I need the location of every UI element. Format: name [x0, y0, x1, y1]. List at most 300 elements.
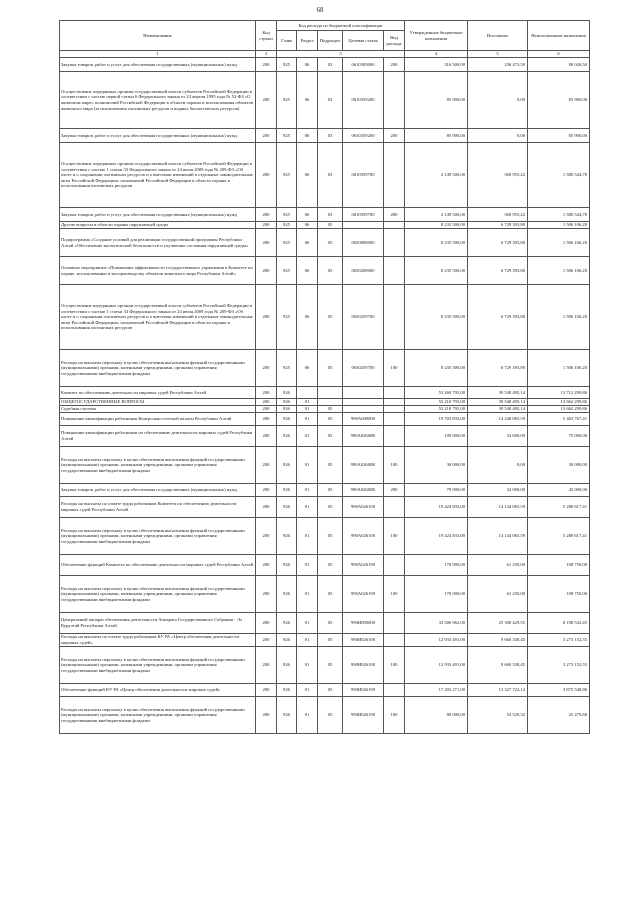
row-approved: 53 210 795,00 [405, 406, 468, 413]
row-expense-type: 200 [384, 129, 405, 143]
header-target: Целевая статья [343, 31, 384, 51]
row-section: 01 [297, 647, 318, 684]
row-target: 990И026100 [343, 647, 384, 684]
row-executed: 39 548 495,14 [468, 406, 528, 413]
row-approved: 109 000,00 [405, 426, 468, 447]
column-number: 2 [256, 51, 277, 58]
table-row [60, 413, 590, 426]
row-line-code: 200 [256, 426, 277, 447]
row-chapter: 926 [277, 613, 297, 634]
row-subsection: 05 [318, 684, 343, 697]
row-subsection: 03 [318, 129, 343, 143]
row-approved: 170 000,00 [405, 576, 468, 613]
row-executed: 61 250,00 [468, 555, 528, 576]
row-subsection: 05 [318, 426, 343, 447]
row-approved: 85 900,00 [405, 129, 468, 143]
row-target: 0610359700 [343, 143, 384, 208]
row-name: Повышение квалификации работников Контрольно-счетной палаты Республики Алтай [60, 413, 256, 426]
row-name: Комитет по обеспечению деятельности мировых судей Республики Алтай [60, 387, 256, 399]
header-unexecuted: Неисполненные назначения [528, 21, 590, 51]
row-unexecuted: 108 750,00 [528, 576, 590, 613]
row-executed: 0,00 [468, 72, 528, 129]
row-line-code: 200 [256, 406, 277, 413]
table-row [60, 447, 590, 484]
row-expense-type [384, 143, 405, 208]
row-subsection [318, 387, 343, 399]
row-name: Осуществление переданных органам государственной власти субъектов Российской Федерации в соответствии с частью первой статьи 6 Федерального закона от 24 апреля 1995 года № 52-ФЗ «О животном мире» полномочий Российской Федерации в области охраны и использования объектов животного мира (за исключением охотничьих ресурсов и водных биологических ресурсов) [60, 72, 256, 129]
table-row [60, 350, 590, 387]
row-subsection: 05 [318, 222, 343, 229]
row-subsection: 05 [318, 484, 343, 497]
header-chapter: Глава [277, 31, 297, 51]
row-executed: 39 548 495,14 [468, 399, 528, 406]
row-name: Обеспечение функций Комитета по обеспечению деятельности мировых судей Республики Алтай [60, 555, 256, 576]
row-target: 990А02600К [343, 484, 384, 497]
row-line-code: 200 [256, 208, 277, 222]
row-name: Судебная система [60, 406, 256, 413]
row-section: 06 [297, 285, 318, 350]
row-subsection: 05 [318, 634, 343, 647]
row-subsection: 03 [318, 143, 343, 208]
row-section: 01 [297, 413, 318, 426]
row-section: 01 [297, 684, 318, 697]
table-row [60, 697, 590, 734]
row-line-code: 200 [256, 613, 277, 634]
row-chapter: 926 [277, 684, 297, 697]
row-section: 06 [297, 350, 318, 387]
row-executed: 6 729 393,80 [468, 350, 528, 387]
row-target: 990И026190 [343, 697, 384, 734]
row-chapter: 925 [277, 208, 297, 222]
row-section: 06 [297, 257, 318, 285]
row-section: 01 [297, 426, 318, 447]
table-row [60, 222, 590, 229]
row-target: 990И000000 [343, 613, 384, 634]
row-expense-type [384, 613, 405, 634]
row-chapter: 926 [277, 634, 297, 647]
row-expense-type [384, 684, 405, 697]
row-line-code: 200 [256, 222, 277, 229]
row-subsection: 05 [318, 647, 343, 684]
row-unexecuted: 1 506 106,20 [528, 285, 590, 350]
row-line-code: 200 [256, 72, 277, 129]
row-approved: 30 000,00 [405, 447, 468, 484]
row-unexecuted: 75 000,00 [528, 426, 590, 447]
row-subsection: 05 [318, 350, 343, 387]
row-name: Закупка товаров, работ и услуг для обеспечения государственных (муниципальных) нужд [60, 58, 256, 72]
row-chapter: 925 [277, 350, 297, 387]
row-unexecuted: 1 506 106,20 [528, 222, 590, 229]
row-approved: 33 506 962,00 [405, 613, 468, 634]
table-row [60, 229, 590, 257]
row-chapter: 925 [277, 285, 297, 350]
row-target [343, 222, 384, 229]
row-target: 990А026100 [343, 497, 384, 518]
row-section: 06 [297, 129, 318, 143]
row-section: 06 [297, 72, 318, 129]
row-subsection: 05 [318, 613, 343, 634]
row-chapter: 926 [277, 576, 297, 613]
row-unexecuted: 13 662 299,86 [528, 406, 590, 413]
row-line-code: 200 [256, 497, 277, 518]
table-row [60, 399, 590, 406]
row-section: 01 [297, 555, 318, 576]
row-approved: 17 203 271,00 [405, 684, 468, 697]
row-expense-type [384, 387, 405, 399]
row-executed: 9 660 338,45 [468, 634, 528, 647]
row-target: 0650000000 [343, 229, 384, 257]
row-executed: 34 000,00 [468, 426, 528, 447]
row-chapter: 926 [277, 406, 297, 413]
row-approved: 19 424 833,00 [405, 518, 468, 555]
row-expense-type: 100 [384, 350, 405, 387]
row-approved: 12 933 491,00 [405, 634, 468, 647]
row-subsection [318, 399, 343, 406]
row-expense-type [384, 229, 405, 257]
row-target: 990И026100 [343, 634, 384, 647]
row-name: Расходы на выплаты персоналу в целях обеспечения выполнения функций государственными (муниципальными) органами, казенными учреждениями, органами управления государственными внебюджетными фондами [60, 447, 256, 484]
row-unexecuted: 3 273 152,55 [528, 647, 590, 684]
row-executed: 14 144 065,59 [468, 518, 528, 555]
row-approved: 53 260 795,00 [405, 387, 468, 399]
row-unexecuted: 13 712 299,86 [528, 387, 590, 399]
row-chapter: 926 [277, 399, 297, 406]
row-unexecuted: 85 900,00 [528, 72, 590, 129]
row-approved: 79 000,00 [405, 484, 468, 497]
row-line-code: 200 [256, 399, 277, 406]
row-unexecuted: 5 463 767,41 [528, 413, 590, 426]
row-line-code: 200 [256, 413, 277, 426]
row-line-code: 200 [256, 447, 277, 484]
row-executed: 6 729 393,80 [468, 285, 528, 350]
page-number: 68 [316, 6, 324, 14]
row-target: 0610303000 [343, 58, 384, 72]
table-row [60, 426, 590, 447]
row-line-code: 200 [256, 229, 277, 257]
row-expense-type [384, 257, 405, 285]
row-approved: 80 000,00 [405, 697, 468, 734]
row-subsection: 05 [318, 406, 343, 413]
row-line-code: 200 [256, 143, 277, 208]
row-name: Подпрограмма «Создание условий для реализации государственной программы Республики Алтай «Обеспечение экологической безопасности и улучшение состояния окружающей среды» [60, 229, 256, 257]
row-name: Расходы на выплаты персоналу в целях обеспечения выполнения функций государственными (муниципальными) органами, казенными учреждениями, органами управления государственными внебюджетными фондами [60, 697, 256, 734]
row-unexecuted: 5 280 617,41 [528, 518, 590, 555]
row-subsection: 03 [318, 72, 343, 129]
row-approved: 53 210 795,00 [405, 399, 468, 406]
row-executed: 6 729 393,80 [468, 257, 528, 285]
row-line-code: 200 [256, 518, 277, 555]
row-subsection: 05 [318, 229, 343, 257]
row-target: 0650200000 [343, 257, 384, 285]
table-row [60, 72, 590, 129]
row-line-code: 200 [256, 634, 277, 647]
row-target: 0650259700 [343, 285, 384, 350]
table-row [60, 387, 590, 399]
column-number: 5 [468, 51, 528, 58]
table-row [60, 497, 590, 518]
column-number: 3 [277, 51, 405, 58]
row-unexecuted: 85 900,00 [528, 129, 590, 143]
row-chapter: 926 [277, 413, 297, 426]
row-section: 01 [297, 447, 318, 484]
row-subsection: 03 [318, 58, 343, 72]
row-executed: 6 729 393,80 [468, 222, 528, 229]
row-name: Повышение квалификации работников по обеспечению деятельности мировых судей Республики Алтай [60, 426, 256, 447]
row-line-code: 200 [256, 350, 277, 387]
row-section: 01 [297, 399, 318, 406]
row-line-code: 200 [256, 58, 277, 72]
row-name: Основное мероприятие «Повышение эффективности государственного управления в Комитете по охране, использованию и воспроизводству объектов животного мира Республики Алтай» [60, 257, 256, 285]
row-executed: 0,00 [468, 129, 528, 143]
row-expense-type: 200 [384, 58, 405, 72]
row-expense-type: 100 [384, 518, 405, 555]
row-executed: 236 473,50 [468, 58, 528, 72]
header-name: Наименование [60, 21, 256, 51]
row-section: 06 [297, 222, 318, 229]
header-budget-code-group: Код расхода по бюджетной классификации [277, 21, 405, 31]
row-section: 06 [297, 229, 318, 257]
row-name: Осуществление переданных органам государственной власти субъектов Российской Федерации в соответствии с частью 1 статьи 33 Федерального закона от 24 июля 2009 года № 209-ФЗ «Об охоте и о сохранении охотничьих ресурсов и о внесении изменений в отдельные законодательные акты Российской Федерации» полномочий Российской Федерации в области охраны и использования охотничьих ресурсов [60, 143, 256, 208]
row-name: Осуществление переданных органам государственной власти субъектов Российской Федерации в соответствии с частью 1 статьи 33 Федерального закона от 24 июля 2009 года № 209-ФЗ «Об охоте и о сохранении охотничьих ресурсов и о внесении изменений в отдельные законодательные акты Российской Федерации» полномочий Российской Федерации в области охраны и использования охотничьих ресурсов [60, 285, 256, 350]
row-executed: 6 729 393,80 [468, 229, 528, 257]
table-row [60, 257, 590, 285]
row-line-code: 200 [256, 697, 277, 734]
row-line-code: 200 [256, 257, 277, 285]
row-line-code: 200 [256, 555, 277, 576]
row-unexecuted: 8 198 532,45 [528, 613, 590, 634]
row-name: Расходы на выплаты персоналу в целях обеспечения выполнения функций государственными (муниципальными) органами, казенными учреждениями, органами управления государственными внебюджетными фондами [60, 518, 256, 555]
row-approved: 8 235 500,00 [405, 257, 468, 285]
row-unexecuted: 80 026,50 [528, 58, 590, 72]
row-target: 990И026190 [343, 684, 384, 697]
row-expense-type [384, 555, 405, 576]
row-expense-type [384, 399, 405, 406]
row-unexecuted: 1 506 106,20 [528, 229, 590, 257]
row-name: Закупка товаров, работ и услуг для обеспечения государственных (муниципальных) нужд [60, 484, 256, 497]
row-target: 990А026190 [343, 576, 384, 613]
row-executed: 14 240 065,59 [468, 413, 528, 426]
header-line-code: Код строки [256, 21, 277, 51]
row-section: 01 [297, 518, 318, 555]
row-line-code: 200 [256, 576, 277, 613]
row-target: 990А02600К [343, 447, 384, 484]
row-target [343, 406, 384, 413]
row-target [343, 399, 384, 406]
row-section: 01 [297, 406, 318, 413]
header-subsection: Подраздел [318, 31, 343, 51]
table-row [60, 484, 590, 497]
row-chapter: 925 [277, 222, 297, 229]
row-subsection: 05 [318, 697, 343, 734]
row-expense-type [384, 222, 405, 229]
row-subsection: 05 [318, 413, 343, 426]
table-row [60, 576, 590, 613]
row-target: 0650259700 [343, 350, 384, 387]
row-expense-type: 100 [384, 697, 405, 734]
row-executed: 568 955,22 [468, 143, 528, 208]
row-chapter: 926 [277, 647, 297, 684]
row-chapter: 926 [277, 697, 297, 734]
row-section: 01 [297, 576, 318, 613]
row-subsection: 05 [318, 497, 343, 518]
row-expense-type [384, 72, 405, 129]
row-unexecuted: 1 506 106,20 [528, 350, 590, 387]
row-target: 990А026100 [343, 518, 384, 555]
row-approved: 8 235 500,00 [405, 229, 468, 257]
row-chapter: 925 [277, 143, 297, 208]
row-subsection: 05 [318, 555, 343, 576]
row-executed: 61 250,00 [468, 576, 528, 613]
row-expense-type [384, 634, 405, 647]
row-line-code: 200 [256, 129, 277, 143]
row-unexecuted: 3 875 548,86 [528, 684, 590, 697]
row-expense-type [384, 497, 405, 518]
table-row [60, 143, 590, 208]
row-unexecuted: 3 273 152,55 [528, 634, 590, 647]
table-row [60, 634, 590, 647]
table-row [60, 58, 590, 72]
row-chapter: 926 [277, 497, 297, 518]
row-unexecuted: 30 000,00 [528, 447, 590, 484]
row-chapter: 926 [277, 447, 297, 484]
row-expense-type: 100 [384, 647, 405, 684]
row-name: Расходы на выплаты персоналу в целях обеспечения выполнения функций государственными (муниципальными) органами, казенными учреждениями, органами управления государственными внебюджетными фондами [60, 576, 256, 613]
row-expense-type: 100 [384, 576, 405, 613]
row-executed: 9 660 338,45 [468, 647, 528, 684]
column-number: 1 [60, 51, 256, 58]
row-unexecuted: 13 662 299,86 [528, 399, 590, 406]
row-approved: 85 900,00 [405, 72, 468, 129]
budget-execution-table [59, 20, 590, 734]
row-expense-type: 200 [384, 484, 405, 497]
column-number: 4 [405, 51, 468, 58]
row-approved: 19 703 833,00 [405, 413, 468, 426]
column-number: 6 [528, 51, 590, 58]
row-subsection: 05 [318, 257, 343, 285]
table-row [60, 285, 590, 350]
row-name: Расходы на выплаты персоналу в целях обеспечения выполнения функций государственными (муниципальными) органами, казенными учреждениями, органами управления государственными внебюджетными фондами [60, 350, 256, 387]
header-expense-type: Вид расхода [384, 31, 405, 51]
row-expense-type: 200 [384, 208, 405, 222]
row-name: Расходы на выплаты персоналу в целях обеспечения выполнения функций государственными (муниципальными) органами, казенными учреждениями, органами управления государственными внебюджетными фондами [60, 647, 256, 684]
header-section: Раздел [297, 31, 318, 51]
row-executed: 39 548 495,14 [468, 387, 528, 399]
row-approved: 2 149 500,00 [405, 143, 468, 208]
row-chapter: 925 [277, 58, 297, 72]
table-row [60, 208, 590, 222]
row-executed: 54 520,32 [468, 697, 528, 734]
row-executed: 14 144 065,59 [468, 497, 528, 518]
row-chapter: 926 [277, 387, 297, 399]
row-unexecuted: 108 750,00 [528, 555, 590, 576]
header-executed: Исполнено [468, 21, 528, 51]
row-chapter: 925 [277, 72, 297, 129]
row-approved: 8 235 500,00 [405, 222, 468, 229]
row-executed: 34 000,00 [468, 484, 528, 497]
row-expense-type [384, 285, 405, 350]
row-approved: 12 933 491,00 [405, 647, 468, 684]
row-unexecuted: 1 580 544,78 [528, 143, 590, 208]
row-chapter: 926 [277, 555, 297, 576]
row-name: Обеспечение функций КУ РА «Центр обеспечения деятельности мировых судей» [60, 684, 256, 697]
row-subsection: 05 [318, 576, 343, 613]
row-expense-type [384, 413, 405, 426]
row-expense-type: 100 [384, 447, 405, 484]
row-subsection: 05 [318, 518, 343, 555]
row-line-code: 200 [256, 387, 277, 399]
row-section: 01 [297, 497, 318, 518]
row-subsection: 03 [318, 208, 343, 222]
row-subsection: 05 [318, 447, 343, 484]
row-target: 990А026190 [343, 555, 384, 576]
table-row [60, 647, 590, 684]
row-chapter: 925 [277, 229, 297, 257]
row-section: 01 [297, 484, 318, 497]
row-unexecuted: 1 506 106,20 [528, 257, 590, 285]
row-executed: 568 955,22 [468, 208, 528, 222]
table-row [60, 129, 590, 143]
row-section: 06 [297, 208, 318, 222]
row-target: 0610359200 [343, 129, 384, 143]
row-target: 0610359700 [343, 208, 384, 222]
row-unexecuted: 25 479,68 [528, 697, 590, 734]
row-executed: 25 308 429,55 [468, 613, 528, 634]
row-section: 01 [297, 634, 318, 647]
column-number-row [60, 51, 590, 58]
row-target: 990А000000 [343, 413, 384, 426]
row-expense-type [384, 426, 405, 447]
row-executed: 13 327 722,14 [468, 684, 528, 697]
row-target: 0610359200 [343, 72, 384, 129]
table-row [60, 555, 590, 576]
row-target: 990А02600К [343, 426, 384, 447]
row-chapter: 926 [277, 426, 297, 447]
row-name: Другие вопросы в области охраны окружающей среды [60, 222, 256, 229]
row-name: Закупка товаров, работ и услуг для обеспечения государственных (муниципальных) нужд [60, 129, 256, 143]
row-target [343, 387, 384, 399]
row-approved: 170 000,00 [405, 555, 468, 576]
row-approved: 19 424 833,00 [405, 497, 468, 518]
row-approved: 316 500,00 [405, 58, 468, 72]
row-approved: 2 149 500,00 [405, 208, 468, 222]
table-row [60, 518, 590, 555]
row-line-code: 200 [256, 484, 277, 497]
row-section: 06 [297, 58, 318, 72]
row-section: 06 [297, 143, 318, 208]
row-chapter: 926 [277, 484, 297, 497]
row-section: 01 [297, 613, 318, 634]
table-row [60, 613, 590, 634]
row-name: Расходы на выплаты по оплате труда работников Комитета по обеспечению деятельности мировых судей Республики Алтай [60, 497, 256, 518]
row-section [297, 387, 318, 399]
row-unexecuted: 5 280 617,41 [528, 497, 590, 518]
row-name: Расходы на выплаты по оплате труда работников КУ РА «Центр обеспечения деятельности мировых судей» [60, 634, 256, 647]
row-line-code: 200 [256, 285, 277, 350]
table-row [60, 684, 590, 697]
row-line-code: 200 [256, 684, 277, 697]
row-expense-type [384, 406, 405, 413]
row-name: Закупка товаров, работ и услуг для обеспечения государственных (муниципальных) нужд [60, 208, 256, 222]
row-executed: 0,00 [468, 447, 528, 484]
row-unexecuted: 45 000,00 [528, 484, 590, 497]
row-line-code: 200 [256, 647, 277, 684]
table-row [60, 406, 590, 413]
row-approved: 8 235 500,00 [405, 350, 468, 387]
row-chapter: 926 [277, 518, 297, 555]
row-subsection: 05 [318, 285, 343, 350]
row-section: 01 [297, 697, 318, 734]
row-name: ОБЩЕГОСУДАРСТВЕННЫЕ ВОПРОСЫ [60, 399, 256, 406]
